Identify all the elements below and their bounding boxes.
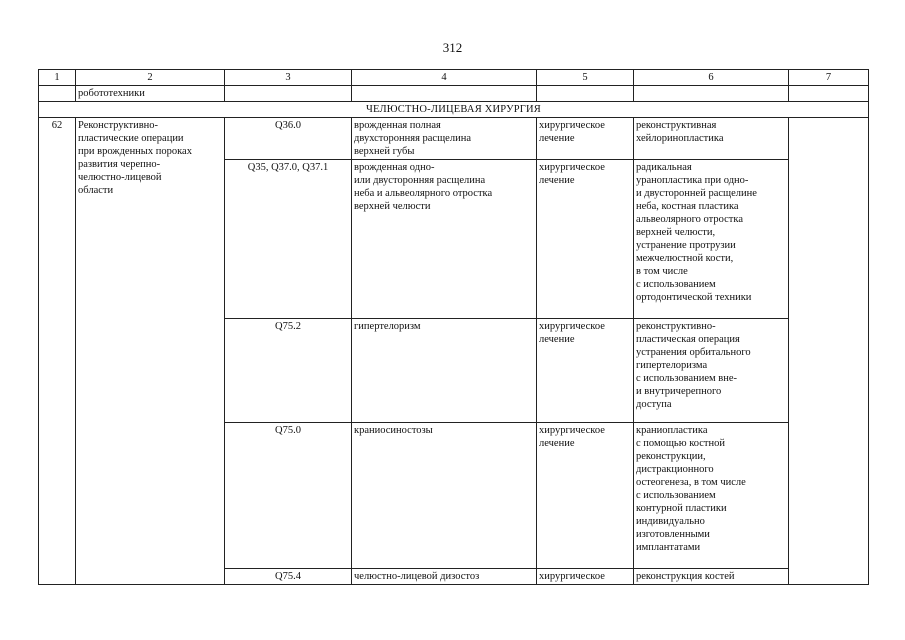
diagnosis-line: челюстно-лицевой дизостоз bbox=[354, 571, 480, 582]
method-line: радикальная bbox=[636, 162, 692, 173]
method-line: и двусторонней расщелине bbox=[636, 188, 757, 199]
procedure-group bbox=[76, 118, 225, 585]
treatment-cell bbox=[537, 118, 634, 160]
treatment-line: хирургическое bbox=[539, 162, 605, 173]
method-line: устранения орбитального bbox=[636, 347, 751, 358]
diagnosis-line: врожденная одно- bbox=[354, 162, 435, 173]
continuation-text: робототехники bbox=[76, 86, 225, 102]
method-line: реконструктивно- bbox=[636, 321, 716, 332]
method-line: хейлоринопластика bbox=[636, 133, 724, 144]
treatment-line: хирургическое bbox=[539, 321, 605, 332]
method-line: реконструктивная bbox=[636, 120, 717, 131]
method-line: гипертелоризма bbox=[636, 360, 708, 371]
diagnosis-line: гипертелоризм bbox=[354, 321, 421, 332]
diagnosis-cell bbox=[352, 423, 537, 569]
procedure-group-line: Реконструктивно- bbox=[78, 120, 159, 131]
treatment-line: лечение bbox=[539, 334, 575, 345]
diagnosis-line: двухсторонняя расщелина bbox=[354, 133, 471, 144]
diagnosis-code: Q35, Q37.0, Q37.1 bbox=[225, 160, 352, 319]
diagnosis-code: Q75.2 bbox=[225, 319, 352, 423]
method-line: доступа bbox=[636, 399, 672, 410]
treatment-cell bbox=[537, 569, 634, 585]
method-line: с использованием вне- bbox=[636, 373, 738, 384]
method-line: дистракционного bbox=[636, 464, 714, 475]
table-row bbox=[39, 118, 869, 160]
method-line: остеогенеза, в том числе bbox=[636, 477, 746, 488]
method-cell bbox=[634, 569, 789, 585]
method-line: краниопластика bbox=[636, 425, 708, 436]
treatment-line: лечение bbox=[539, 438, 575, 449]
method-cell bbox=[634, 160, 789, 319]
procedure-group-line: при врожденных пороках bbox=[78, 146, 192, 157]
method-line: с помощью костной bbox=[636, 438, 726, 449]
column-header: 4 bbox=[352, 70, 537, 86]
column-header: 5 bbox=[537, 70, 634, 86]
method-cell bbox=[634, 423, 789, 569]
diagnosis-code: Q75.0 bbox=[225, 423, 352, 569]
diagnosis-cell bbox=[352, 569, 537, 585]
procedure-group-line: развития черепно- bbox=[78, 159, 161, 170]
treatment-line: лечение bbox=[539, 133, 575, 144]
method-line: уранопластика при одно- bbox=[636, 175, 749, 186]
method-line: межчелюстной кости, bbox=[636, 253, 734, 264]
column-header: 6 bbox=[634, 70, 789, 86]
diagnosis-code: Q75.4 bbox=[225, 569, 352, 585]
diagnosis-line: неба и альвеолярного отростка bbox=[354, 188, 493, 199]
continuation-row bbox=[39, 86, 869, 102]
method-line: устранение протрузии bbox=[636, 240, 736, 251]
treatment-line: хирургическое bbox=[539, 425, 605, 436]
procedure-group-line: области bbox=[78, 185, 114, 196]
method-cell bbox=[634, 118, 789, 160]
method-line: ортодонтической техники bbox=[636, 292, 752, 303]
treatment-line: хирургическое bbox=[539, 571, 605, 582]
diagnosis-line: верхней губы bbox=[354, 146, 415, 157]
method-line: и внутричерепного bbox=[636, 386, 722, 397]
method-line: с использованием bbox=[636, 490, 716, 501]
diagnosis-cell bbox=[352, 160, 537, 319]
method-line: верхней челюсти, bbox=[636, 227, 716, 238]
section-row bbox=[39, 102, 869, 118]
method-line: пластическая операция bbox=[636, 334, 740, 345]
method-line: изготовленными bbox=[636, 529, 710, 540]
procedure-group-line: пластические операции bbox=[78, 133, 184, 144]
method-line: с использованием bbox=[636, 279, 716, 290]
diagnosis-line: врожденная полная bbox=[354, 120, 441, 131]
section-title: ЧЕЛЮСТНО-ЛИЦЕВАЯ ХИРУРГИЯ bbox=[39, 102, 869, 118]
treatment-line: хирургическое bbox=[539, 120, 605, 131]
diagnosis-cell bbox=[352, 118, 537, 160]
diagnosis-cell bbox=[352, 319, 537, 423]
method-line: индивидуально bbox=[636, 516, 705, 527]
page-number: 312 bbox=[442, 40, 463, 55]
diagnosis-line: верхней челюсти bbox=[354, 201, 431, 212]
method-line: реконструкции, bbox=[636, 451, 706, 462]
treatment-line: лечение bbox=[539, 175, 575, 186]
method-line: имплантатами bbox=[636, 542, 701, 553]
column-header: 7 bbox=[789, 70, 869, 86]
method-line: в том числе bbox=[636, 266, 688, 277]
table-header-row bbox=[39, 70, 869, 86]
diagnosis-line: или двусторонняя расщелина bbox=[354, 175, 486, 186]
diagnosis-code: Q36.0 bbox=[225, 118, 352, 160]
procedures-table bbox=[38, 69, 869, 585]
row-number: 62 bbox=[39, 118, 76, 585]
method-line: неба, костная пластика bbox=[636, 201, 739, 212]
diagnosis-line: краниосиностозы bbox=[354, 425, 433, 436]
method-line: альвеолярного отростка bbox=[636, 214, 743, 225]
column-7-cell bbox=[789, 118, 869, 585]
column-header: 2 bbox=[76, 70, 225, 86]
procedure-group-line: челюстно-лицевой bbox=[78, 172, 162, 183]
method-line: контурной пластики bbox=[636, 503, 727, 514]
column-header: 1 bbox=[39, 70, 76, 86]
method-line: реконструкция костей bbox=[636, 571, 735, 582]
method-cell bbox=[634, 319, 789, 423]
column-header: 3 bbox=[225, 70, 352, 86]
treatment-cell bbox=[537, 319, 634, 423]
treatment-cell bbox=[537, 423, 634, 569]
treatment-cell bbox=[537, 160, 634, 319]
